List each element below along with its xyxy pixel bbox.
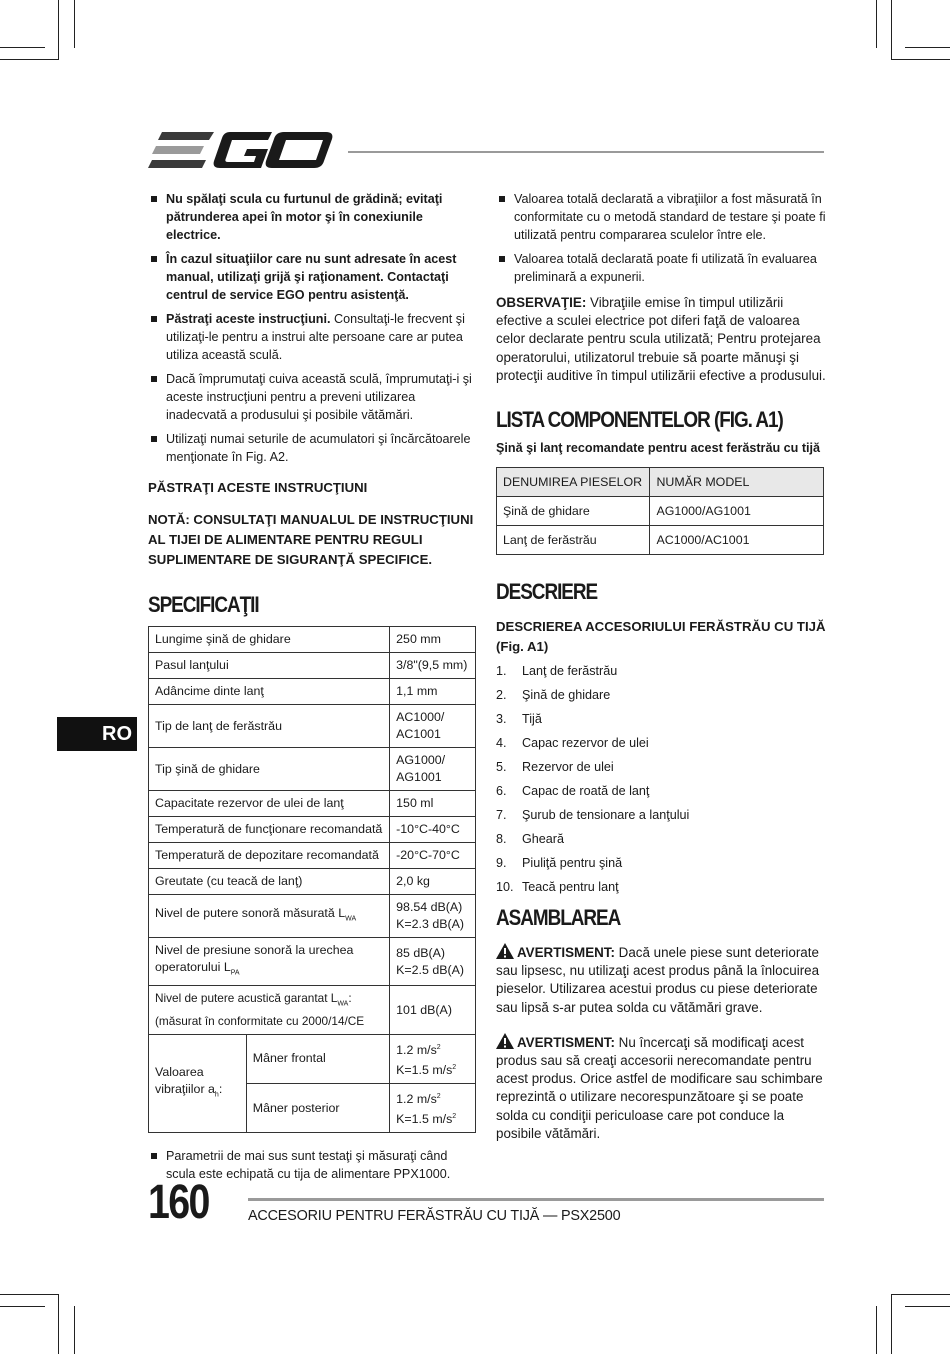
- spec-value-line: 85 dB(A): [396, 945, 446, 960]
- desc-title: DESCRIERE: [496, 579, 598, 605]
- bullet-bold-text: Păstraţi aceste instrucţiuni.: [166, 312, 331, 326]
- keep-instructions-heading: PĂSTRAŢI ACESTE INSTRUCŢIUNI: [148, 480, 368, 495]
- warning-triangle-icon: [496, 1033, 514, 1049]
- list-item: [496, 709, 826, 733]
- spec-label: Greutate (cu teacă de lanţ): [149, 869, 390, 895]
- crop-mark-bl-h2: [0, 1306, 45, 1307]
- list-item: [496, 733, 826, 757]
- footer-rule: [248, 1198, 824, 1201]
- spec-label: Capacitate rezervor de ulei de lanţ: [149, 791, 390, 817]
- spec-value: 1,1 mm: [390, 679, 476, 705]
- spec-value-line: K=1.5 m/s: [396, 1063, 453, 1078]
- crop-mark-tl-h: [0, 59, 58, 60]
- item-number: 6.: [496, 784, 507, 799]
- vibration-bullet-list: [496, 190, 826, 286]
- bullet-text: Dacă împrumutaţi cuiva această sculă, împrumutaţi-i şi aceste instrucţiuni pentru a preveni utilizarea inadecvată a produsului şi posibile vătămări.: [166, 372, 472, 422]
- item-text: Gheară: [522, 832, 565, 847]
- crop-mark-tr-h: [892, 59, 950, 60]
- spec-sublabel: Mâner frontal: [246, 1034, 389, 1083]
- spec-value: 3/8"(9,5 mm): [390, 653, 476, 679]
- spec-label-sub: h: [214, 1091, 219, 1099]
- observatie-text: Vibraţiile emise în timpul utilizării efective a sculei electrice pot diferi faţă de valoarea celor declarate pentru scula utilizată; Pentru protejarea operatorului, utilizatorul trebuie să poarte mănuşi şi protecţii auditive în timpul utilizării efective a produsului.: [496, 295, 826, 383]
- list-item: [496, 829, 826, 853]
- list-item: [148, 250, 478, 304]
- item-text: Lanţ de ferăstrău: [522, 664, 618, 679]
- header-rule: [348, 151, 824, 153]
- parts-header: NUMĂR MODEL: [650, 468, 824, 497]
- observatie-paragraph: [496, 294, 826, 385]
- spec-label-sub: PA: [230, 969, 240, 977]
- table-header-row: [497, 468, 824, 497]
- list-item: [148, 430, 478, 466]
- spec-value: 2,0 kg: [390, 869, 476, 895]
- crop-mark-tr-h2: [905, 47, 950, 48]
- item-number: 8.: [496, 832, 507, 847]
- warning-triangle-icon: [496, 943, 514, 959]
- spec-label-text: vibraţiilor a: [155, 1081, 215, 1096]
- spec-label-text: Nivel de putere sonoră măsurată L: [155, 905, 346, 920]
- spec-value-line: 1.2 m/s: [396, 1092, 437, 1107]
- spec-value-line: 1.2 m/s: [396, 1042, 437, 1057]
- crop-mark-br-v: [891, 1294, 892, 1354]
- item-number: 5.: [496, 760, 507, 775]
- spec-value-line: AG1001: [396, 770, 442, 784]
- spec-label-text: (măsurat în conformitate cu 2000/14/CE: [155, 1013, 365, 1028]
- spec-value-line: K=2.3 dB(A): [396, 917, 464, 931]
- table-row: [149, 869, 476, 895]
- spec-label-text: Nivel de presiune sonoră la urechea: [155, 943, 354, 957]
- item-text: Şină de ghidare: [522, 688, 611, 703]
- parts-subtitle: Şină şi lanţ recomandate pentru acest ferăstrău cu tijă: [496, 441, 821, 456]
- warning-paragraph: [496, 1033, 826, 1143]
- table-row: [149, 843, 476, 869]
- parts-title: LISTA COMPONENTELOR (FIG. A1): [496, 407, 783, 433]
- spec-value: [390, 1084, 476, 1133]
- warning-label: AVERTISMENT:: [517, 945, 615, 961]
- spec-value: [390, 1034, 476, 1083]
- desc-subtitle: DESCRIEREA ACCESORIULUI FERĂSTRĂU CU TIJĂ (Fig. A1): [496, 619, 826, 655]
- assembly-title: ASAMBLAREA: [496, 905, 621, 931]
- table-row: [149, 653, 476, 679]
- item-text: Şurub de tensionare a lanţului: [522, 808, 690, 823]
- spec-label: Lungime şină de ghidare: [149, 627, 390, 653]
- item-text: Capac de roată de lanţ: [522, 784, 650, 799]
- spec-value: -20°C-70°C: [390, 843, 476, 869]
- list-item: [496, 805, 826, 829]
- page-number: 160: [148, 1176, 209, 1229]
- item-number: 9.: [496, 856, 507, 871]
- spec-value: [390, 748, 476, 791]
- crop-mark-br-h: [892, 1294, 950, 1295]
- list-item: [148, 190, 478, 244]
- spec-label: Tip şină de ghidare: [149, 748, 390, 791]
- list-item: Valoarea totală declarată poate fi utilizată în evaluarea preliminară a expunerii.: [496, 250, 826, 286]
- table-row: [149, 1034, 476, 1083]
- item-text: Capac rezervor de ulei: [522, 736, 649, 751]
- item-number: 7.: [496, 808, 507, 823]
- spec-value-sup: 2: [436, 1043, 441, 1051]
- left-column: [148, 190, 478, 1189]
- safety-bullet-list: [148, 190, 478, 466]
- spec-label-text: Valoarea: [155, 1064, 204, 1079]
- list-item: [496, 685, 826, 709]
- spec-table: [148, 626, 476, 1133]
- item-number: 3.: [496, 712, 507, 727]
- spec-label: [149, 1034, 247, 1133]
- spec-label: Temperatură de depozitare recomandată: [149, 843, 390, 869]
- spec-label: [149, 938, 390, 986]
- list-item: [496, 877, 826, 901]
- table-row: [497, 526, 824, 555]
- crop-mark-br-v2: [876, 1306, 877, 1354]
- spec-value: 150 ml: [390, 791, 476, 817]
- footer-title: ACCESORIU PENTRU FERĂSTRĂU CU TIJĂ — PSX2500: [248, 1208, 621, 1224]
- spec-value: 101 dB(A): [390, 986, 476, 1034]
- spec-label-sub: WA: [345, 915, 357, 923]
- right-column: [496, 190, 826, 1143]
- spec-value-sup: 2: [452, 1063, 457, 1071]
- item-text: Piuliţă pentru şină: [522, 856, 623, 871]
- spec-value-line: AC1001: [396, 727, 441, 741]
- bullet-text: Utilizaţi numai seturile de acumulatori şi încărcătoarele menţionate în Fig. A2.: [166, 432, 471, 464]
- table-row: [149, 705, 476, 748]
- spec-value-line: 98.54 dB(A): [396, 900, 463, 914]
- warning-label: AVERTISMENT:: [517, 1034, 615, 1050]
- observatie-label: OBSERVAŢIE:: [496, 295, 587, 310]
- spec-value: -10°C-40°C: [390, 817, 476, 843]
- crop-mark-tl-v2: [74, 0, 75, 48]
- table-row: [149, 817, 476, 843]
- spec-value-line: AG1000/: [396, 753, 446, 767]
- spec-title: SPECIFICAŢII: [148, 592, 259, 617]
- item-text: Teacă pentru lanţ: [522, 880, 619, 895]
- spec-label: [149, 895, 390, 938]
- crop-mark-tl-h2: [0, 47, 45, 48]
- parts-cell: AC1000/AC1001: [650, 526, 824, 555]
- parts-table: [496, 467, 824, 555]
- warning-paragraph: [496, 943, 826, 1017]
- spec-label: Adâncime dinte lanţ: [149, 679, 390, 705]
- table-row: [149, 627, 476, 653]
- spec-label: Tip de lanţ de ferăstrău: [149, 705, 390, 748]
- item-text: Rezervor de ulei: [522, 760, 614, 775]
- spec-value: [390, 705, 476, 748]
- parts-cell: Lanţ de ferăstrău: [497, 526, 650, 555]
- list-item: Valoarea totală declarată a vibraţiilor a fost măsurată în conformitate cu o metodă standard de testare şi poate fi utilizată pentru compararea sculelor între ele.: [496, 190, 826, 244]
- spec-value-line: K=2.5 dB(A): [396, 962, 464, 977]
- parts-cell: AG1000/AG1001: [650, 497, 824, 526]
- ego-logo: [148, 128, 334, 174]
- table-row: [149, 679, 476, 705]
- note-text: NOTĂ: CONSULTAŢI MANUALUL DE INSTRUCŢIUNI AL TIJEI DE ALIMENTARE PENTRU REGULI SUPLIMENTARE DE SIGURANŢĂ SPECIFICE.: [148, 512, 474, 567]
- crop-mark-br-h2: [905, 1306, 950, 1307]
- spec-value-line: K=1.5 m/s: [396, 1112, 453, 1127]
- crop-mark-tl-v: [58, 0, 59, 60]
- spec-label: Temperatură de funcţionare recomandată: [149, 817, 390, 843]
- spec-value-sup: 2: [452, 1113, 457, 1121]
- crop-mark-bl-h: [0, 1294, 58, 1295]
- bullet-bold-text: Nu spălaţi scula cu furtunul de grădină; evitaţi pătrunderea apei în motor şi în conexiunile electrice.: [166, 192, 443, 242]
- spec-value: 250 mm: [390, 627, 476, 653]
- spec-label-text: :: [218, 1081, 223, 1096]
- item-text: Tijă: [522, 712, 542, 727]
- bullet-bold-text: În cazul situaţiilor care nu sunt adresate în acest manual, utilizaţi grijă şi raţionament. Contactaţi centrul de service EGO pentru asistenţă.: [166, 252, 457, 302]
- list-item: [496, 661, 826, 685]
- spec-value: [390, 895, 476, 938]
- spec-label-sub: WA: [337, 1000, 349, 1008]
- spec-value: [390, 938, 476, 986]
- warning-text: Nu încercaţi să modificaţi acest produs sau să creaţi accesorii nerecomandate pentru acest produs. Orice astfel de modificare sau schimbare reprezintă o utilizare necorespunzătoare şi se poate solda cu condiţii periculoase care pot conduce la posibile vătămări.: [496, 1034, 823, 1141]
- table-row: [149, 791, 476, 817]
- spec-label-text: operatorului L: [155, 960, 231, 974]
- crop-mark-bl-v2: [74, 1306, 75, 1354]
- table-row: [497, 497, 824, 526]
- crop-mark-tr-v: [891, 0, 892, 60]
- bullet-text: Consultaţi-le frecvent şi utilizaţi-le pentru a instrui alte persoane care ar putea utiliza această sculă.: [166, 312, 465, 362]
- spec-label: Pasul lanţului: [149, 653, 390, 679]
- parts-cell: Şină de ghidare: [497, 497, 650, 526]
- component-list: [496, 661, 826, 901]
- crop-mark-bl-v: [58, 1294, 59, 1354]
- spec-label-text: Nivel de putere acustică garantat L: [155, 991, 338, 1006]
- table-row: [149, 748, 476, 791]
- warning-text: Dacă unele piese sunt deteriorate sau lipsesc, nu utilizaţi acest produs până la înlocuirea pieselor. Utilizarea acestui produs cu piese deteriorate sau lipsă s-ar putea solda cu vătămări grave.: [496, 945, 820, 1015]
- spec-label: [149, 986, 390, 1034]
- list-item: [496, 781, 826, 805]
- item-number: 4.: [496, 736, 507, 751]
- table-row: [149, 986, 476, 1034]
- list-item: [148, 370, 478, 424]
- spec-value-sup: 2: [436, 1093, 441, 1101]
- list-item: [496, 853, 826, 877]
- spec-sublabel: Mâner posterior: [246, 1084, 389, 1133]
- list-item: [496, 757, 826, 781]
- list-item: [148, 310, 478, 364]
- spec-value-line: AC1000/: [396, 710, 445, 724]
- table-row: [149, 895, 476, 938]
- item-number: 2.: [496, 688, 507, 703]
- parts-header: DENUMIREA PIESELOR: [497, 468, 650, 497]
- spec-label-text: :: [348, 991, 352, 1006]
- language-tab: RO: [57, 717, 137, 751]
- list-item: Parametrii de mai sus sunt testaţi şi măsuraţi când scula este echipată cu tija de alimentare PPX1000.: [148, 1147, 478, 1183]
- item-number: 1.: [496, 664, 507, 679]
- crop-mark-tr-v2: [876, 0, 877, 48]
- item-number: 10.: [496, 880, 514, 895]
- table-row: [149, 938, 476, 986]
